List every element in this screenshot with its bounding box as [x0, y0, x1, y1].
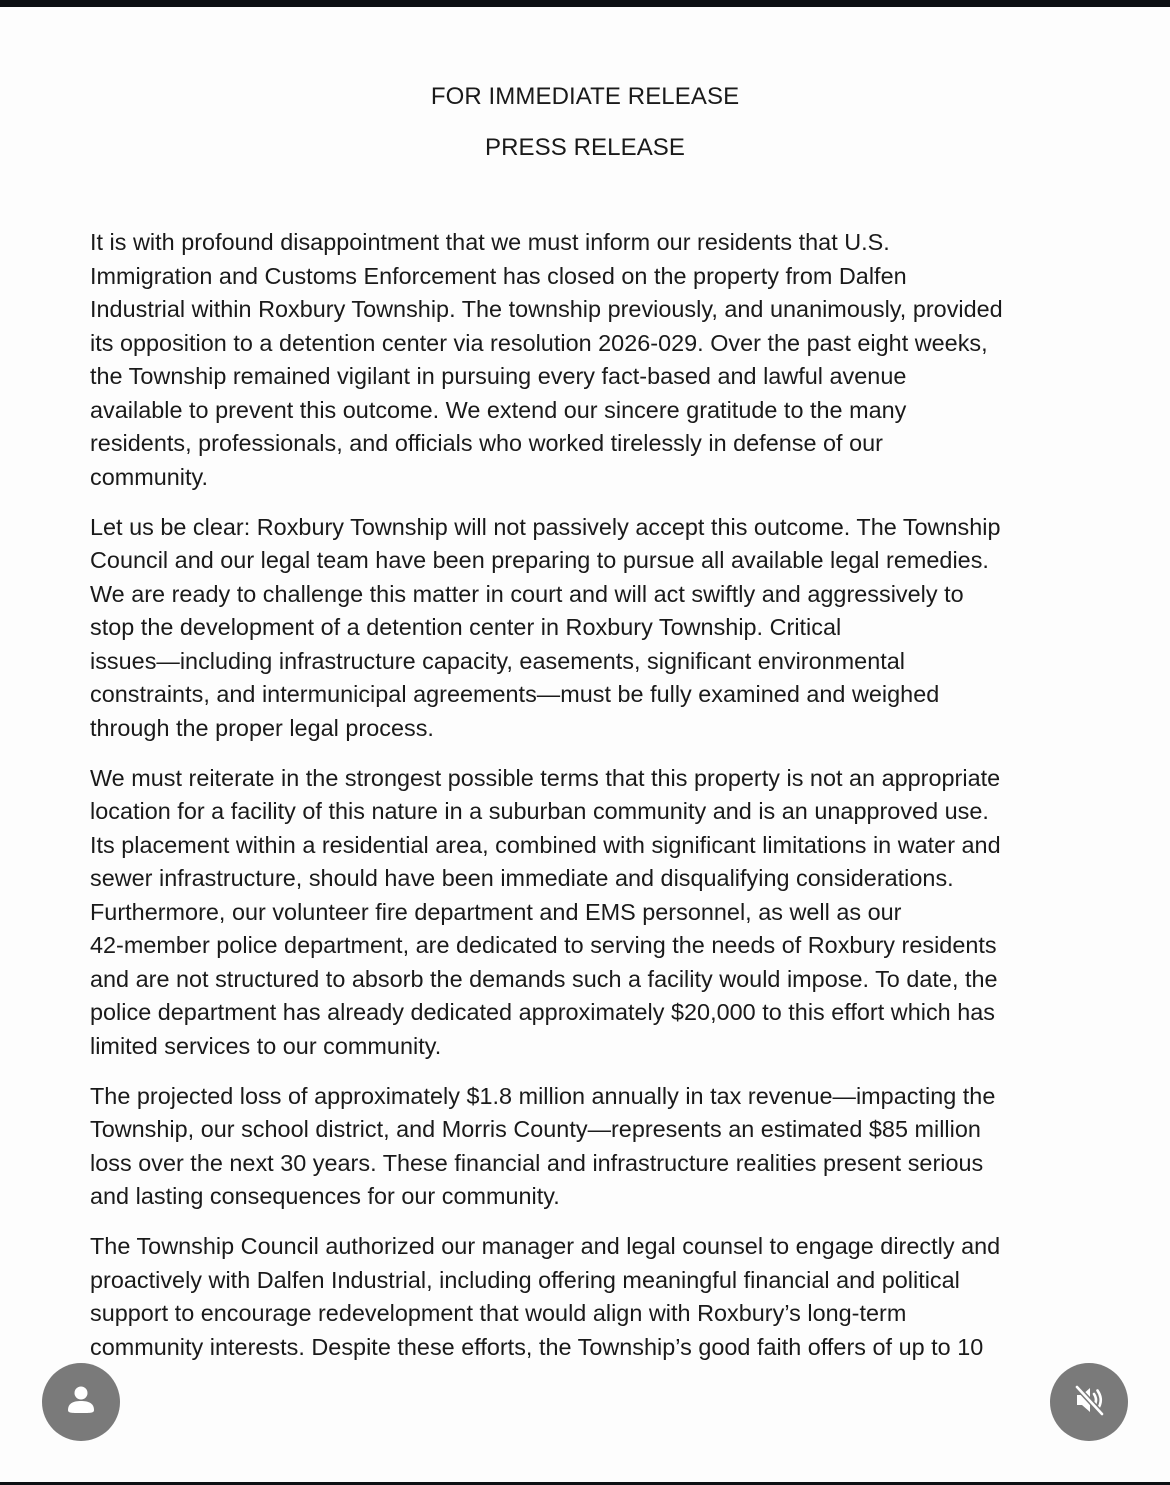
text-line: available to prevent this outcome. We extend our sincere gratitude to the many: [90, 396, 907, 423]
mute-toggle-button[interactable]: [1050, 1363, 1128, 1441]
text-line: Let us be clear: Roxbury Township will not passively accept this outcome. The Township: [90, 513, 1001, 540]
paragraph-5: [90, 1230, 1080, 1364]
text-line: support to encourage redevelopment that would align with Roxbury’s long-term: [90, 1300, 907, 1326]
text-line: sewer infrastructure, should have been immediate and disqualifying considerations.: [90, 865, 954, 891]
text-line: community.: [90, 463, 209, 490]
text-line: Its placement within a residential area, combined with significant limitations in water and: [90, 831, 1001, 858]
text-line: The Township Council authorized our manager and legal counsel to engage directly and: [90, 1233, 1001, 1259]
paragraph-3: [90, 762, 1080, 1064]
text-line: issues—including infrastructure capacity, easements, significant environmental: [90, 647, 905, 674]
text-line: community interests. Despite these efforts, the Township’s good faith offers of up to 10: [90, 1333, 984, 1360]
press-release-document: [90, 80, 1080, 1381]
text-line: Council and our legal team have been preparing to pursue all available legal remedies.: [90, 547, 989, 573]
text-line: and lasting consequences for our community.: [90, 1183, 560, 1209]
text-line: location for a facility of this nature in a suburban community and is an unapproved use.: [90, 798, 989, 824]
speaker-muted-icon: [1069, 1380, 1109, 1425]
paragraph-2: [90, 511, 1080, 746]
user-profile-button[interactable]: [42, 1363, 120, 1441]
text-line: We are ready to challenge this matter in court and will act swiftly and aggressively to: [90, 580, 964, 607]
text-line: through the proper legal process.: [90, 714, 434, 741]
document-body: [90, 226, 1080, 1364]
text-line: residents, professionals, and officials who worked tirelessly in defense of our: [90, 430, 883, 456]
text-line: the Township remained vigilant in pursuing every fact-based and lawful avenue: [90, 363, 907, 389]
text-line: police department has already dedicated approximately $20,000 to this effort which has: [90, 999, 995, 1025]
header-for-immediate-release: FOR IMMEDIATE RELEASE: [430, 83, 740, 110]
text-line: its opposition to a detention center via resolution 2026-029. Over the past eight weeks,: [90, 329, 988, 356]
text-line: Furthermore, our volunteer fire department and EMS personnel, as well as our: [90, 898, 902, 925]
text-line: 42-member police department, are dedicated to serving the needs of Roxbury residents: [90, 932, 997, 958]
text-line: constraints, and intermunicipal agreements—must be fully examined and weighed: [90, 681, 940, 707]
text-line: Township, our school district, and Morris County—represents an estimated $85 million: [90, 1116, 981, 1142]
text-line: The projected loss of approximately $1.8 million annually in tax revenue—impacting the: [90, 1082, 996, 1109]
text-line: We must reiterate in the strongest possible terms that this property is not an appropriate: [90, 764, 1001, 791]
text-line: Industrial within Roxbury Township. The township previously, and unanimously, provided: [90, 296, 1003, 322]
paragraph-4: [90, 1080, 1080, 1214]
text-line: and are not structured to absorb the demands such a facility would impose. To date, the: [90, 965, 998, 992]
header-press-release: PRESS RELEASE: [484, 134, 686, 161]
user-icon: [63, 1382, 99, 1423]
text-line: stop the development of a detention center in Roxbury Township. Critical: [90, 614, 842, 640]
text-line: limited services to our community.: [90, 1032, 442, 1059]
text-line: Immigration and Customs Enforcement has closed on the property from Dalfen: [90, 262, 907, 289]
text-line: proactively with Dalfen Industrial, including offering meaningful financial and political: [90, 1266, 960, 1293]
text-line: loss over the next 30 years. These financial and infrastructure realities present serious: [90, 1149, 984, 1176]
text-line: It is with profound disappointment that we must inform our residents that U.S.: [90, 229, 890, 255]
top-status-bar: [0, 0, 1170, 7]
paragraph-1: [90, 226, 1080, 494]
